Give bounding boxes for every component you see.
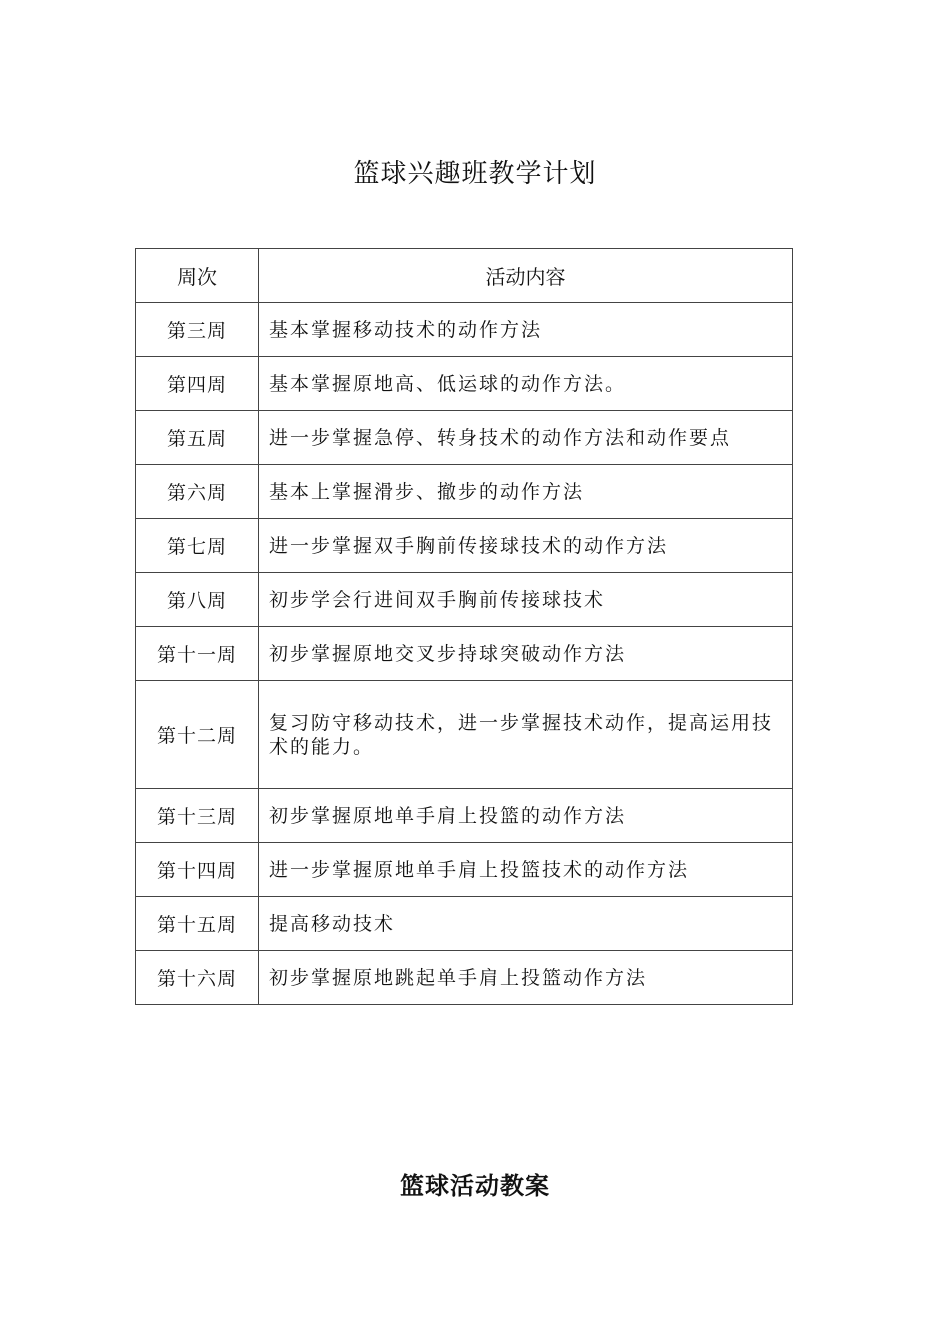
content-cell: 进一步掌握原地单手肩上投篮技术的动作方法 xyxy=(259,843,793,897)
document-title: 篮球兴趣班教学计划 xyxy=(353,159,597,189)
table-row xyxy=(136,357,793,411)
content-cell: 初步掌握原地单手肩上投篮的动作方法 xyxy=(259,789,793,843)
content-cell: 进一步掌握双手胸前传接球技术的动作方法 xyxy=(259,519,793,573)
table-row xyxy=(136,519,793,573)
content-cell: 初步学会行进间双手胸前传接球技术 xyxy=(259,573,793,627)
week-cell: 第十四周 xyxy=(136,843,259,897)
week-cell: 第七周 xyxy=(136,519,259,573)
content-cell: 复习防守移动技术，进一步掌握技术动作，提高运用技术的能力。 xyxy=(259,681,793,789)
table-row xyxy=(136,789,793,843)
content-cell: 提高移动技术 xyxy=(259,897,793,951)
table-row xyxy=(136,681,793,789)
week-cell: 第六周 xyxy=(136,465,259,519)
content-cell: 基本上掌握滑步、撤步的动作方法 xyxy=(259,465,793,519)
table-row xyxy=(136,465,793,519)
table-row xyxy=(136,627,793,681)
header-week: 周次 xyxy=(136,249,259,303)
week-cell: 第十三周 xyxy=(136,789,259,843)
table-row xyxy=(136,897,793,951)
table-row xyxy=(136,573,793,627)
week-cell: 第十五周 xyxy=(136,897,259,951)
header-content: 活动内容 xyxy=(259,249,793,303)
content-cell: 基本掌握原地高、低运球的动作方法。 xyxy=(259,357,793,411)
table-row xyxy=(136,843,793,897)
week-cell: 第十一周 xyxy=(136,627,259,681)
table-row xyxy=(136,303,793,357)
week-cell: 第十六周 xyxy=(136,951,259,1005)
week-cell: 第八周 xyxy=(136,573,259,627)
lesson-plan-title: 篮球活动教案 xyxy=(400,1171,550,1200)
content-cell: 初步掌握原地跳起单手肩上投篮动作方法 xyxy=(259,951,793,1005)
content-cell: 初步掌握原地交叉步持球突破动作方法 xyxy=(259,627,793,681)
content-cell: 基本掌握移动技术的动作方法 xyxy=(259,303,793,357)
week-cell: 第十二周 xyxy=(136,681,259,789)
week-cell: 第五周 xyxy=(136,411,259,465)
table-header-row xyxy=(136,249,793,303)
week-cell: 第三周 xyxy=(136,303,259,357)
week-cell: 第四周 xyxy=(136,357,259,411)
table-row xyxy=(136,411,793,465)
teaching-plan-table xyxy=(135,248,793,1005)
content-cell: 进一步掌握急停、转身技术的动作方法和动作要点 xyxy=(259,411,793,465)
table-row xyxy=(136,951,793,1005)
